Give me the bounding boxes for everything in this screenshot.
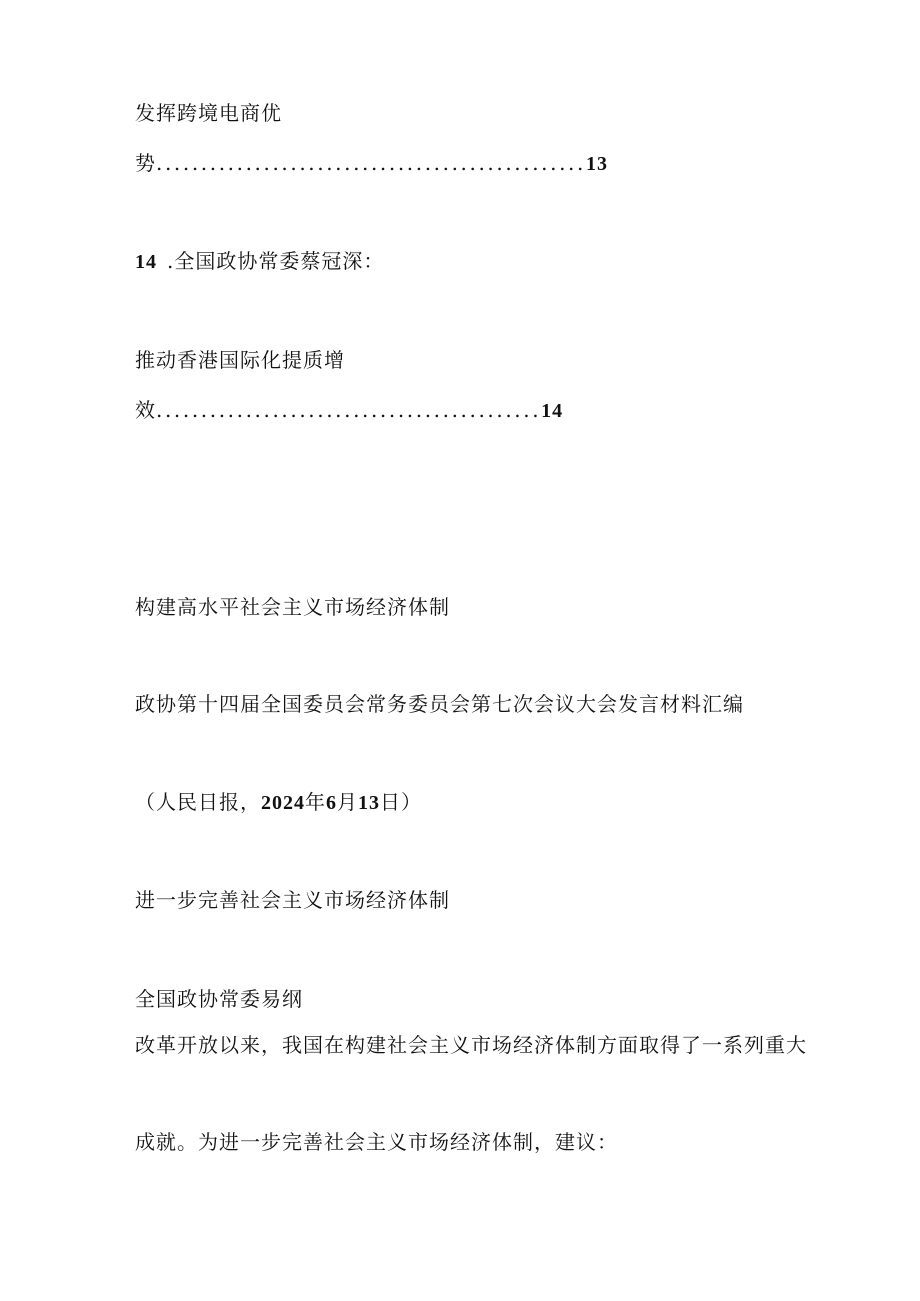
citation-open: （人民日报，	[135, 790, 261, 814]
toc-entry-13-title-end: 势	[135, 151, 156, 175]
toc-page-number: 14	[541, 400, 564, 422]
toc-entry-14-title-line1: 推动香港国际化提质增	[135, 348, 345, 372]
toc-entry-13-title-line2	[135, 151, 608, 176]
toc-leader-dots: ................................................	[156, 151, 586, 175]
section-subtitle: 政协第十四届全国委员会常务委员会第七次会议大会发言材料汇编	[135, 692, 744, 716]
toc-entry-13-title-line1: 发挥跨境电商优	[135, 101, 282, 125]
citation-day: 13	[358, 792, 380, 814]
toc-entry-14-heading	[135, 249, 384, 274]
toc-leader-dots: ...........................................	[156, 398, 542, 422]
toc-entry-14-title-end: 效	[135, 398, 156, 422]
toc-entry-number: 14	[135, 251, 157, 273]
section-title: 构建高水平社会主义市场经济体制	[135, 595, 450, 619]
toc-entry-heading-text: .全国政协常委蔡冠深：	[167, 249, 385, 273]
citation-year: 2024	[261, 792, 305, 814]
toc-page-number: 13	[585, 153, 608, 175]
article-author: 全国政协常委易纲	[135, 987, 303, 1011]
toc-entry-14-title-line2	[135, 398, 563, 423]
citation-year-unit: 年	[305, 790, 326, 814]
paragraph-line-2: 成就。为进一步完善社会主义市场经济体制，建议：	[135, 1130, 618, 1154]
citation-month: 6	[326, 792, 337, 814]
paragraph-line-1: 改革开放以来，我国在构建社会主义市场经济体制方面取得了一系列重大	[135, 1033, 807, 1057]
article-title: 进一步完善社会主义市场经济体制	[135, 888, 450, 912]
citation-month-unit: 月	[337, 790, 358, 814]
citation-close: 日）	[380, 790, 422, 814]
source-citation	[135, 790, 422, 815]
